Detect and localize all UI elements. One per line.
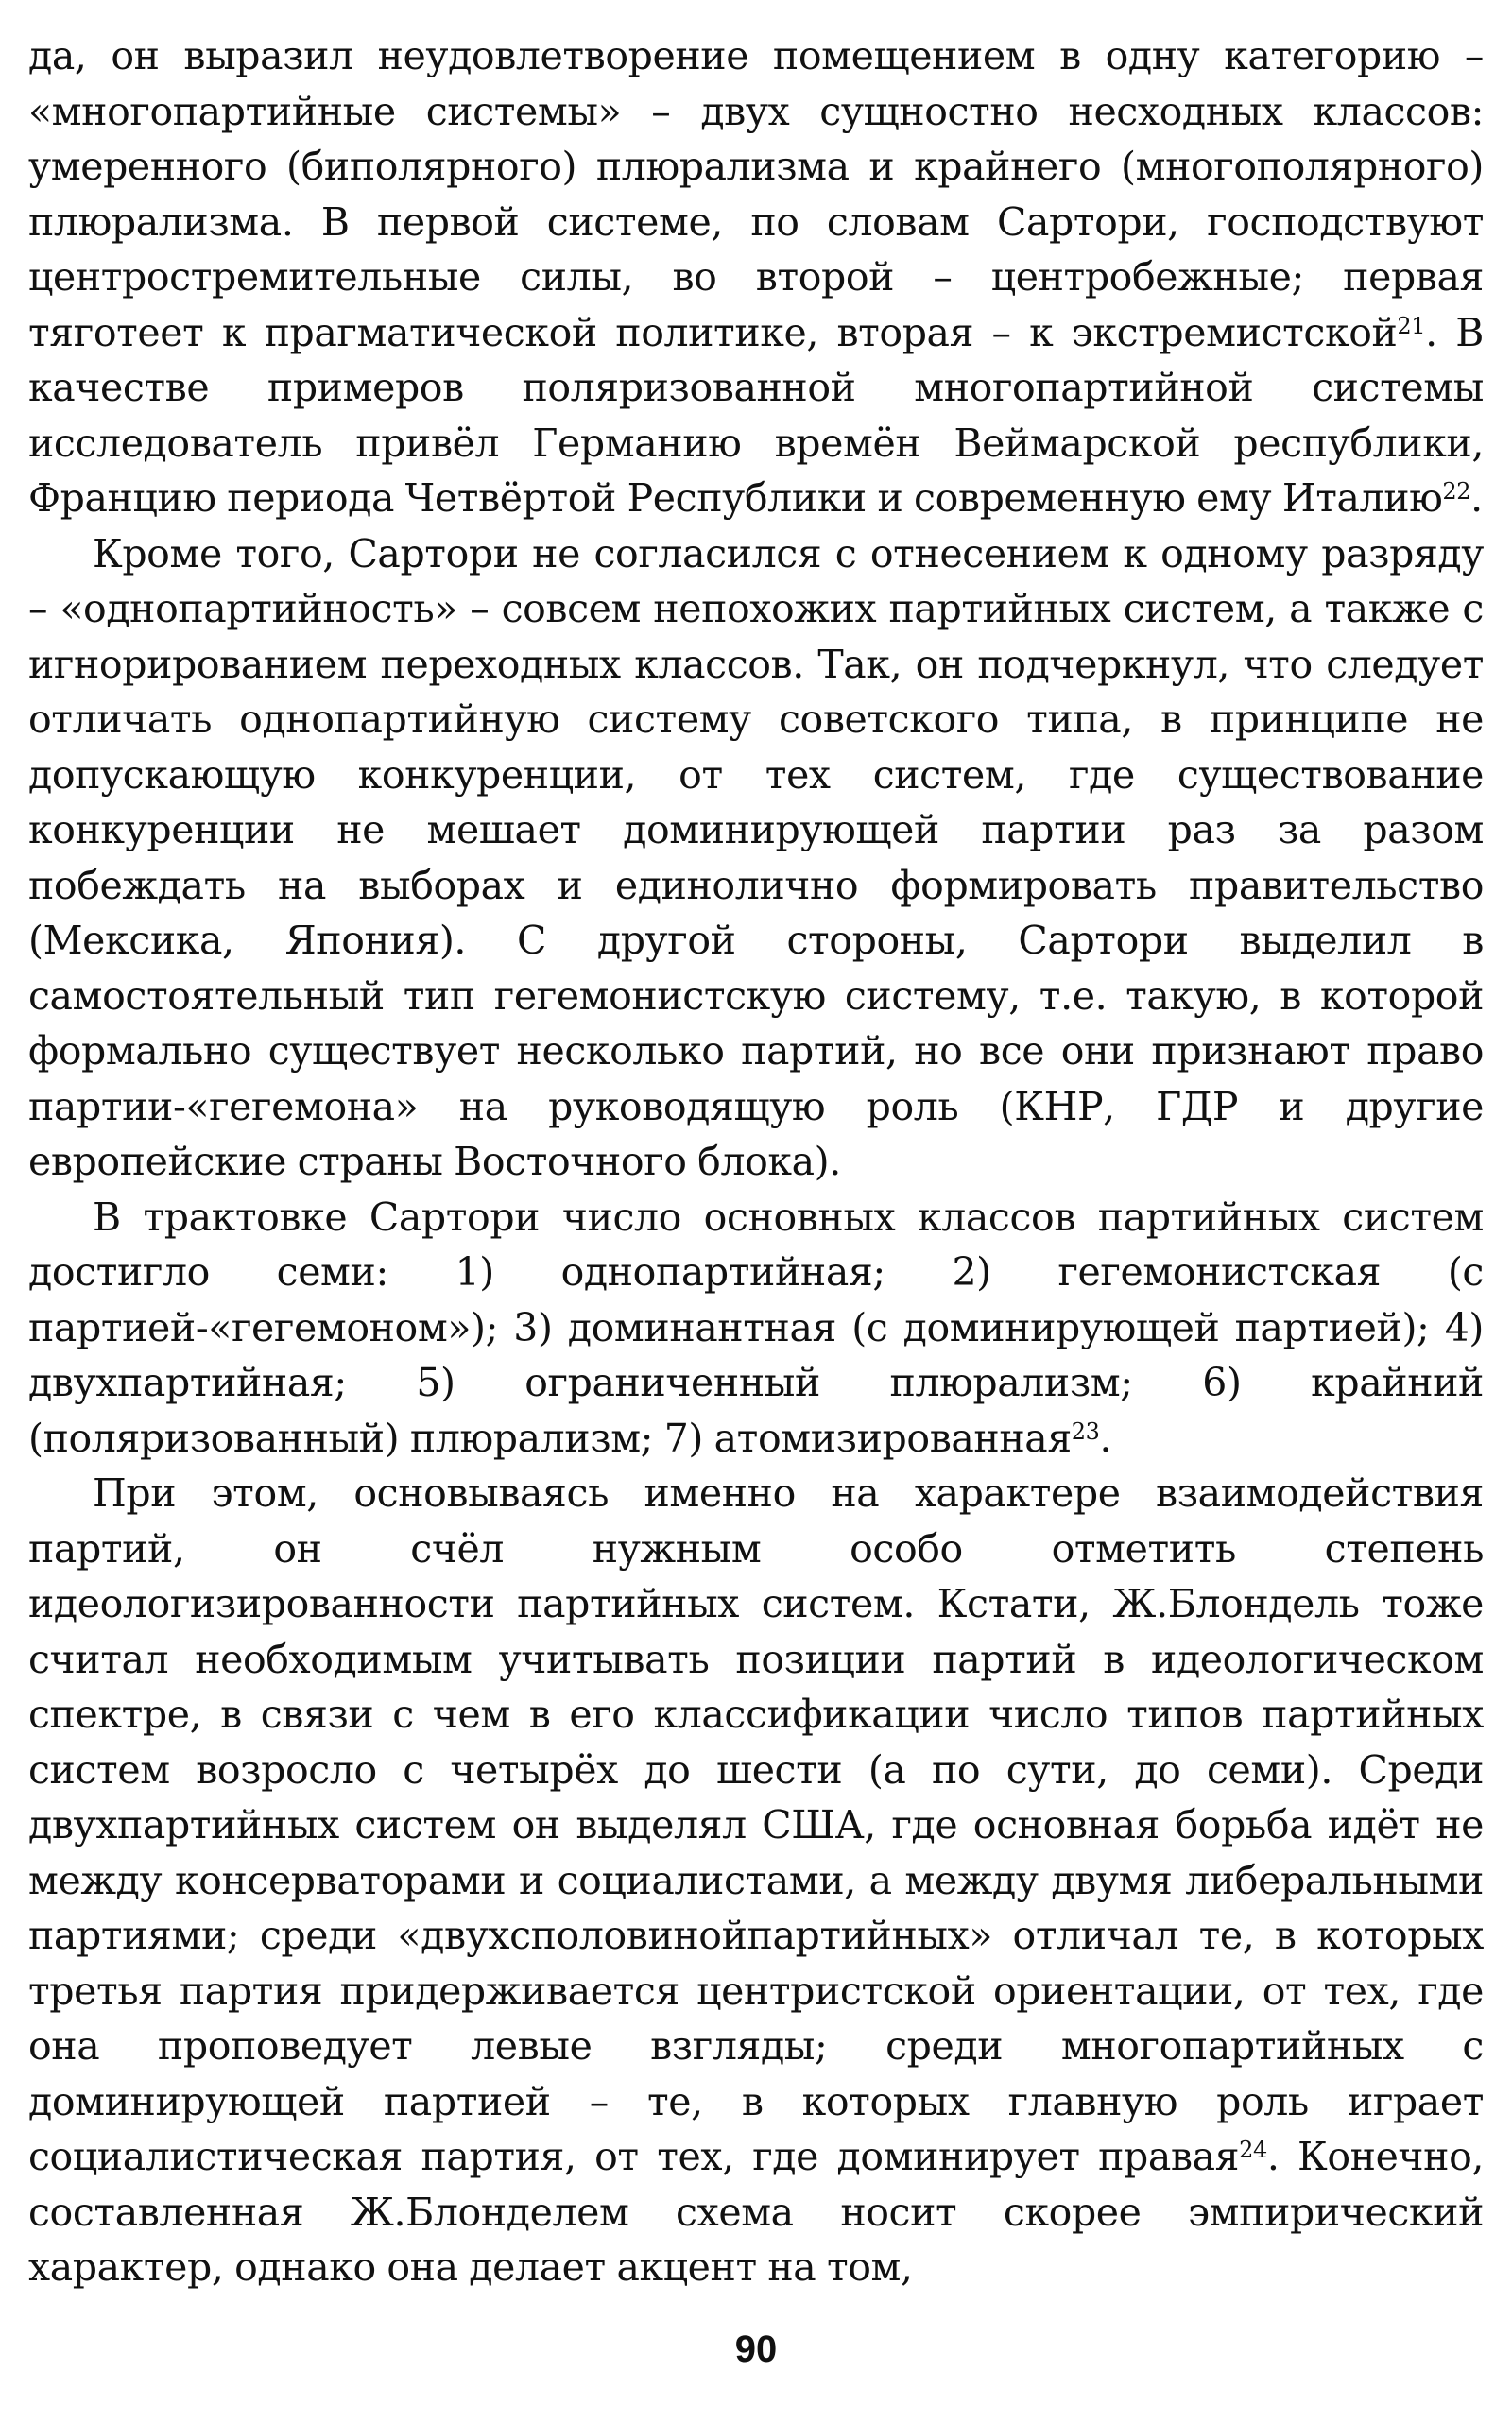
paragraph-1 <box>28 28 1484 526</box>
paragraph-1-text-2: . В качестве примеров поляризованной многопартийной системы исследователь привёл Германию времён Веймарской республики, Францию периода Четвёртой Республики и современную ему Италию <box>28 309 1484 521</box>
footnote-ref-23: 23 <box>1071 1418 1100 1445</box>
paragraph-3-text-2: . <box>1099 1415 1112 1461</box>
paragraph-1-text-1: да, он выразил неудовлетворение помещением в одну категорию – «многопартийные системы» – двух сущностно несходных классов: умеренного (биполярного) плюрализма и крайнего (многополярного) плюрализма. В первой системе, по словам Сартори, господствуют центростремительные силы, во второй – центробежные; первая тяготеет к прагматической политике, вторая – к экстремистской <box>28 33 1484 355</box>
paragraph-4 <box>28 1466 1484 2295</box>
page-body <box>28 28 1484 2295</box>
paragraph-3-text-1: В трактовке Сартори число основных классов партийных систем достигло семи: 1) однопартийная; 2) гегемонистская (с партией-«гегемоном»); 3) доминантная (с доминирующей партией); 4) двухпартийная; 5) ограниченный плюрализм; 6) крайний (поляризованный) плюрализм; 7) атомизированная <box>28 1194 1484 1461</box>
paragraph-4-text-2: . Конечно, составленная Ж.Блонделем схема носит скорее эмпирический характер, однако она делает акцент на том, <box>28 2134 1484 2290</box>
paragraph-3 <box>28 1190 1484 1467</box>
paragraph-1-text-3: . <box>1470 475 1483 521</box>
page-number: 90 <box>734 2328 778 2370</box>
paragraph-4-text-1: При этом, основываясь именно на характере взаимодействия партий, он счёл нужным особо отметить степень идеологизированности партийных систем. Кстати, Ж.Блондель тоже считал необходимым учитывать позиции партий в идеологическом спектре, в связи с чем в его классификации число типов партийных систем возросло с четырёх до шести (а по сути, до семи). Среди двухпартийных систем он выделял США, где основная борьба идёт не между консерваторами и социалистами, а между двумя либеральными партиями; среди «двухсполовинойпартийных» отличал те, в которых третья партия придерживается центристской ориентации, от тех, где она проповедует левые взгляды; среди многопартийных с доминирующей партией – те, в которых главную роль играет социалистическая партия, от тех, где доминирует правая <box>28 1470 1484 2179</box>
paragraph-2-text-1: Кроме того, Сартори не согласился с отнесением к одному разряду – «однопартийность» – совсем непохожих партийных систем, а также с игнорированием переходных классов. Так, он подчеркнул, что следует отличать однопартийную систему советского типа, в принципе не допускающую конкуренции, от тех систем, где существование конкуренции не мешает доминирующей партии раз за разом побеждать на выборах и единолично формировать правительство (Мексика, Япония). С другой стороны, Сартори выделил в самостоятельный тип гегемонистскую систему, т.е. такую, в которой формально существует несколько партий, но все они признают право партии-«гегемона» на руководящую роль (КНР, ГДР и другие европейские страны Восточного блока). <box>28 530 1484 1184</box>
footnote-ref-22: 22 <box>1442 478 1471 506</box>
footnote-ref-21: 21 <box>1397 312 1426 339</box>
paragraph-2 <box>28 526 1484 1190</box>
footnote-ref-24: 24 <box>1239 2137 1267 2164</box>
